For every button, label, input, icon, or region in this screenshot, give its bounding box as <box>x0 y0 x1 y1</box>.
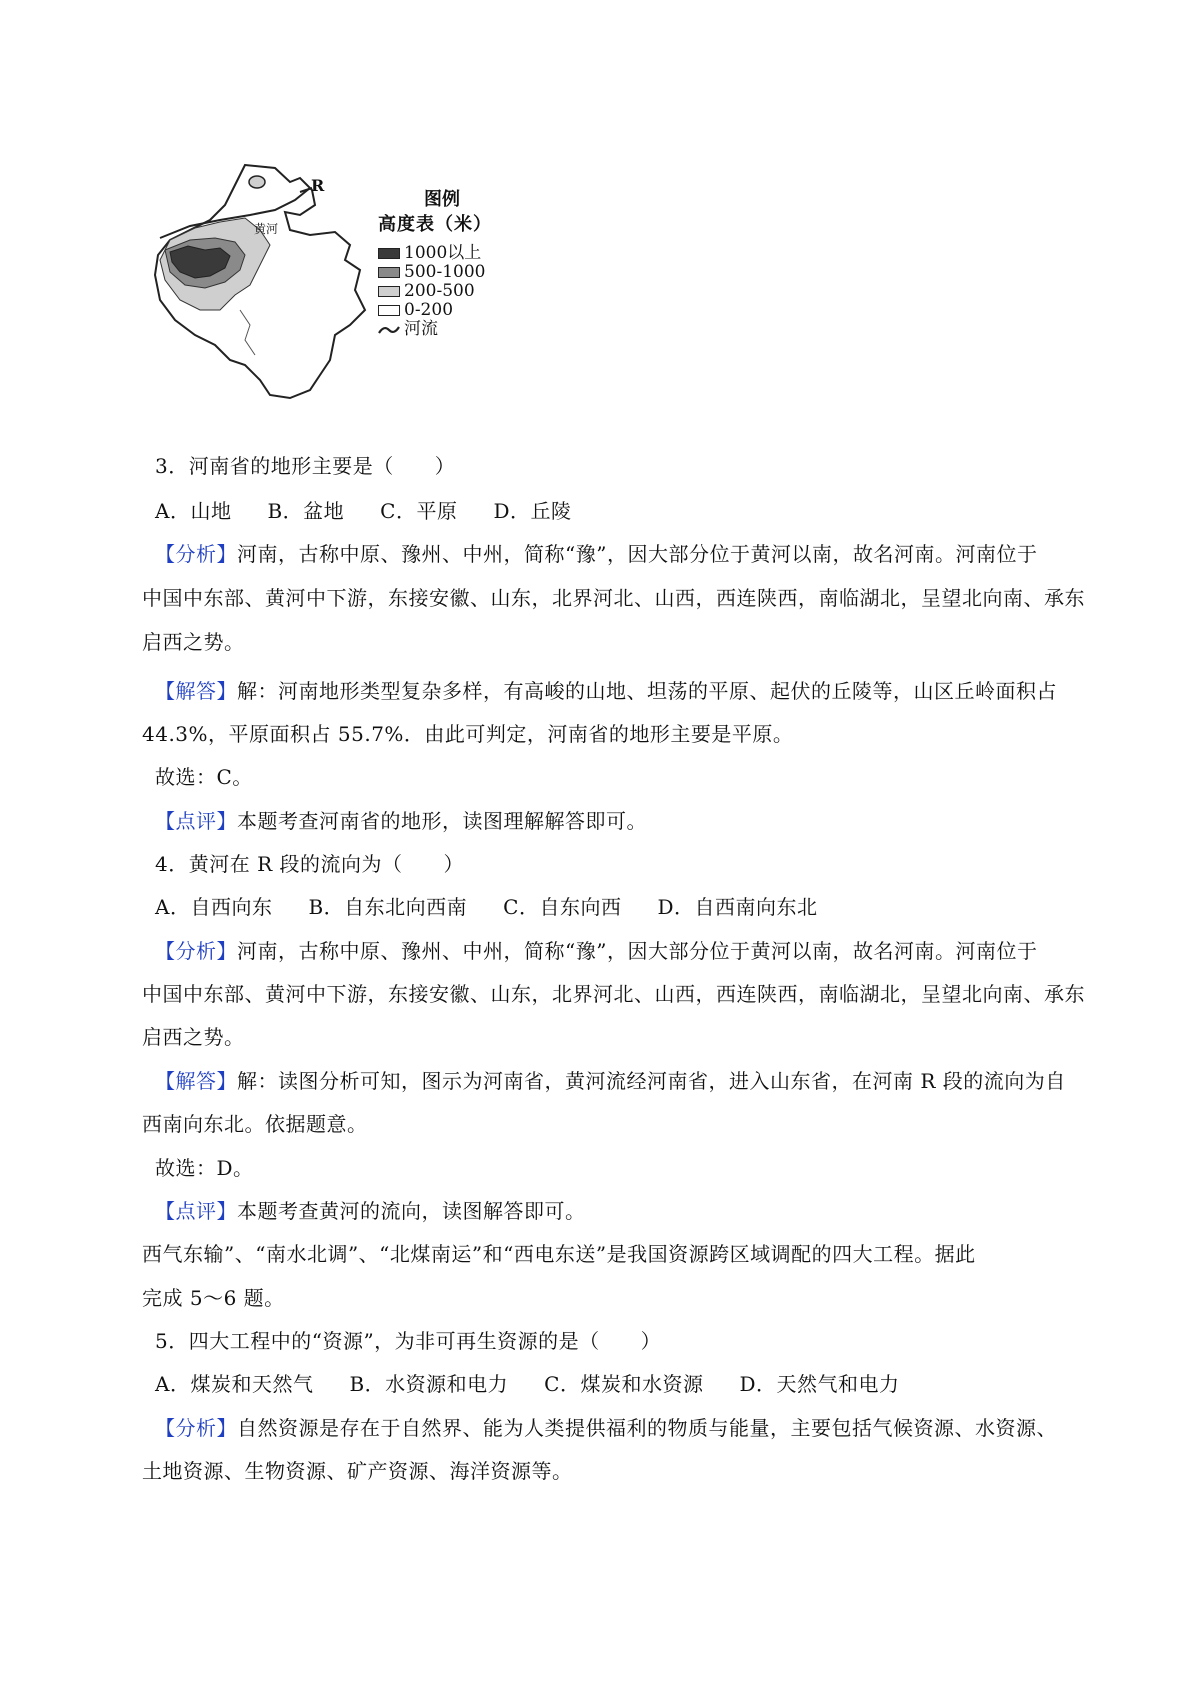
legend-label: 200-500 <box>404 281 475 301</box>
intro-line-2: 完成 5～6 题。 <box>142 1286 285 1310</box>
q3-options <box>155 495 608 524</box>
q4-analysis-line-1 <box>155 935 1037 964</box>
answer-tag: 【解答】 <box>155 1069 237 1093</box>
q3-choice: 故选：C。 <box>155 765 253 789</box>
analysis-text: 河南，古称中原、豫州、中州，简称“豫”，因大部分位于黄河以南，故名河南。河南位于 <box>237 542 1038 566</box>
q4-option-b: B．自东北向西南 <box>308 895 468 919</box>
q4-analysis-line-2: 中国中东部、黄河中下游，东接安徽、山东，北界河北、山西，西连陕西，南临湖北，呈望北向南、承东 <box>142 982 1085 1006</box>
intro-line-1: 西气东输”、“南水北调”、“北煤南运”和“西电东送”是我国资源跨区域调配的四大工程。据此 <box>142 1242 976 1266</box>
q4-option-c: C．自东向西 <box>503 895 622 919</box>
q5-option-a: A．煤炭和天然气 <box>155 1372 314 1396</box>
map-river-label: 黄河 <box>254 222 279 236</box>
legend-item <box>378 320 492 339</box>
q3-option-a: A．山地 <box>155 499 232 523</box>
analysis-tag: 【分析】 <box>155 939 237 963</box>
legend-swatch <box>378 286 400 297</box>
legend-label: 1000以上 <box>404 243 482 263</box>
q5-option-c: C．煤炭和水资源 <box>544 1372 704 1396</box>
analysis-text: 自然资源是存在于自然界、能为人类提供福利的物质与能量，主要包括气候资源、水资源、 <box>237 1416 1057 1440</box>
q5-analysis-line-2: 土地资源、生物资源、矿产资源、海洋资源等。 <box>142 1459 573 1483</box>
q4-analysis-line-3: 启西之势。 <box>142 1025 245 1049</box>
legend-label: 河流 <box>404 319 438 339</box>
legend-swatch <box>378 267 400 278</box>
legend-item <box>378 263 492 282</box>
legend-subtitle: 高度表（米） <box>378 214 492 235</box>
q4-option-d: D．自西南向东北 <box>657 895 818 919</box>
q4-choice: 故选：D。 <box>155 1156 254 1180</box>
comment-text: 本题考查河南省的地形，读图理解解答即可。 <box>237 809 647 833</box>
legend-label: 0-200 <box>404 300 454 320</box>
analysis-tag: 【分析】 <box>155 542 237 566</box>
q3-answer-line-1 <box>155 675 1057 704</box>
q3-stem: 3．河南省的地形主要是（ ） <box>155 454 456 478</box>
q3-analysis-line-1 <box>155 538 1037 567</box>
map-r-label: R <box>311 176 325 195</box>
q4-answer-line-1 <box>155 1065 1066 1094</box>
q4-answer-line-2: 西南向东北。依据题意。 <box>142 1112 368 1136</box>
q4-options <box>155 891 854 920</box>
legend-swatch <box>378 305 400 316</box>
legend-item <box>378 301 492 320</box>
q4-option-a: A．自西向东 <box>155 895 273 919</box>
legend-swatch <box>378 248 400 259</box>
q3-option-c: C．平原 <box>380 499 458 523</box>
river-symbol-icon <box>378 323 400 337</box>
q3-analysis-line-3: 启西之势。 <box>142 630 245 654</box>
q3-comment <box>155 805 647 834</box>
legend-label: 500-1000 <box>404 262 486 282</box>
q3-option-b: B．盆地 <box>267 499 345 523</box>
map-legend <box>378 190 492 339</box>
comment-tag: 【点评】 <box>155 1199 237 1223</box>
answer-text: 解：读图分析可知，图示为河南省，黄河流经河南省，进入山东省，在河南 R 段的流向为自 <box>237 1069 1066 1093</box>
legend-title: 图例 <box>424 189 460 210</box>
q5-analysis-line-1 <box>155 1412 1057 1441</box>
q4-comment <box>155 1195 586 1224</box>
comment-tag: 【点评】 <box>155 809 237 833</box>
legend-item <box>378 244 492 263</box>
q3-analysis-line-2: 中国中东部、黄河中下游，东接安徽、山东，北界河北、山西，西连陕西，南临湖北，呈望北向南、承东 <box>142 586 1085 610</box>
q4-stem: 4．黄河在 R 段的流向为（ ） <box>155 852 464 876</box>
q5-options <box>155 1368 936 1397</box>
northern-basin <box>249 176 265 188</box>
legend-item <box>378 282 492 301</box>
q3-option-d: D．丘陵 <box>493 499 572 523</box>
q3-answer-line-2: 44.3%，平原面积占 55.7%．由此可判定，河南省的地形主要是平原。 <box>142 722 794 746</box>
answer-tag: 【解答】 <box>155 679 237 703</box>
comment-text: 本题考查黄河的流向，读图解答即可。 <box>237 1199 586 1223</box>
analysis-tag: 【分析】 <box>155 1416 237 1440</box>
answer-text: 解：河南地形类型复杂多样，有高峻的山地、坦荡的平原、起伏的丘陵等，山区丘岭面积占 <box>237 679 1057 703</box>
q5-option-b: B．水资源和电力 <box>349 1372 509 1396</box>
q5-stem: 5．四大工程中的“资源”，为非可再生资源的是（ ） <box>155 1329 662 1353</box>
q5-option-d: D．天然气和电力 <box>739 1372 900 1396</box>
analysis-text: 河南，古称中原、豫州、中州，简称“豫”，因大部分位于黄河以南，故名河南。河南位于 <box>237 939 1038 963</box>
